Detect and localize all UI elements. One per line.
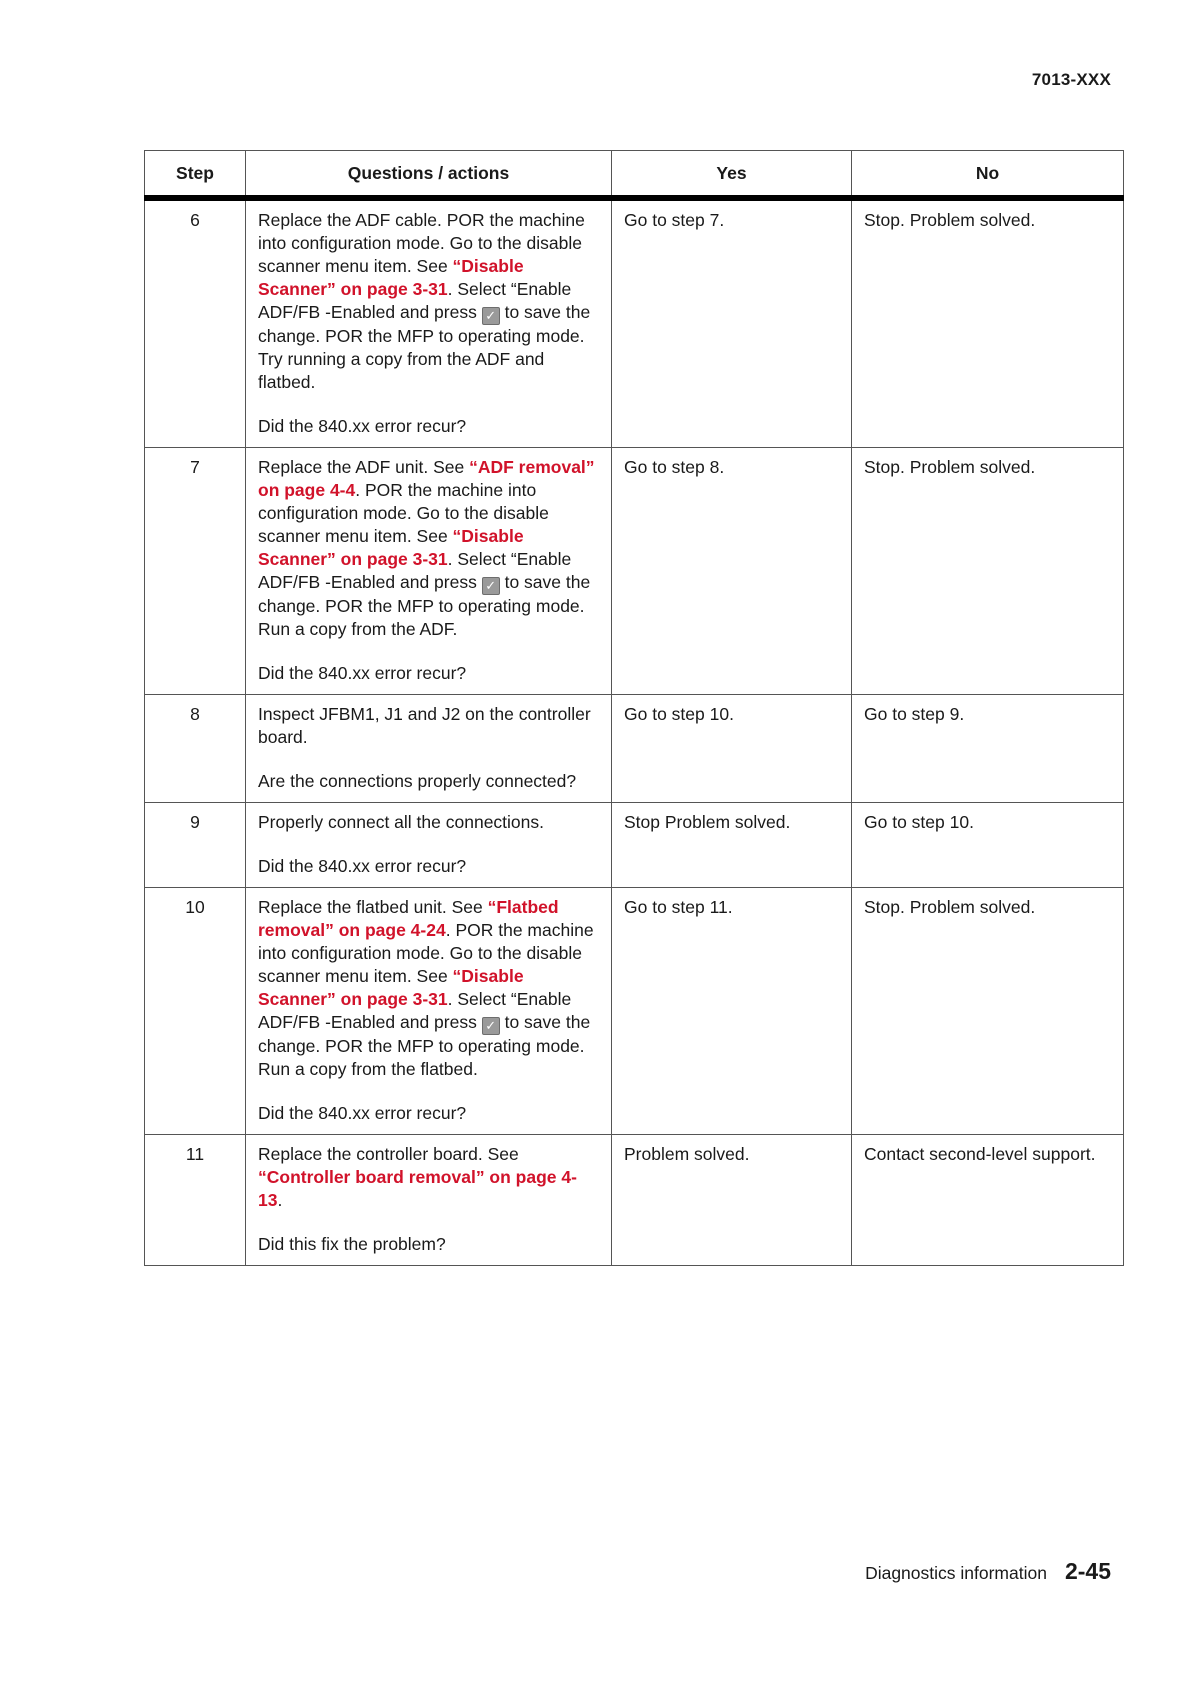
table-row	[145, 198, 1124, 448]
question-paragraph	[258, 855, 599, 878]
question-text: to save the change. POR the MFP to operating mode. Run a copy from the ADF.	[258, 572, 591, 639]
question-paragraph	[258, 662, 599, 685]
yes-action: Problem solved.	[612, 1135, 852, 1266]
step-number: 7	[145, 448, 246, 695]
checkmark-button-icon: ✓	[482, 1017, 500, 1035]
diagnostic-table	[144, 150, 1124, 1266]
cross-reference-link[interactable]: “Disable Scanner” on page 3-31	[258, 966, 524, 1009]
cross-reference-link[interactable]: “Disable Scanner” on page 3-31	[258, 526, 524, 569]
cross-reference-link[interactable]: “ADF removal” on page 4-4	[258, 457, 595, 500]
question-text: Are the connections properly connected?	[258, 771, 577, 791]
question-text: . Select “Enable ADF/FB -Enabled and press	[258, 989, 572, 1032]
question-text: . Select “Enable ADF/FB -Enabled and press	[258, 279, 572, 322]
no-action: Stop. Problem solved.	[852, 448, 1124, 695]
question-text: Did the 840.xx error recur?	[258, 416, 467, 436]
question-cell	[246, 803, 612, 888]
cross-reference-link[interactable]: “Disable Scanner” on page 3-31	[258, 256, 524, 299]
question-cell	[246, 198, 612, 448]
question-text: Properly connect all the connections.	[258, 812, 544, 832]
page-number: 2-45	[1064, 1558, 1111, 1584]
document-code: 7013-XXX	[1031, 70, 1111, 89]
question-paragraph	[258, 456, 599, 641]
question-paragraph	[258, 811, 599, 834]
question-text: Inspect JFBM1, J1 and J2 on the controller board.	[258, 704, 591, 747]
step-number: 9	[145, 803, 246, 888]
step-number: 11	[145, 1135, 246, 1266]
question-text: . POR the machine into configuration mode. Go to the disable scanner menu item. See	[258, 920, 594, 986]
no-action: Contact second-level support.	[852, 1135, 1124, 1266]
column-header-yes: Yes	[612, 151, 852, 199]
question-text: Did the 840.xx error recur?	[258, 1103, 467, 1123]
yes-action: Go to step 10.	[612, 695, 852, 803]
question-text: . Select “Enable ADF/FB -Enabled and press	[258, 549, 572, 592]
question-text: . POR the machine into configuration mode. Go to the disable scanner menu item. See	[258, 480, 549, 546]
yes-action: Stop Problem solved.	[612, 803, 852, 888]
question-paragraph	[258, 1102, 599, 1125]
step-number: 8	[145, 695, 246, 803]
question-text: Did the 840.xx error recur?	[258, 663, 467, 683]
question-text: Replace the ADF cable. POR the machine into configuration mode. Go to the disable scanner menu item. See	[258, 210, 585, 276]
question-text: Replace the controller board. See	[258, 1144, 519, 1164]
column-header-no: No	[852, 151, 1124, 199]
question-paragraph	[258, 896, 599, 1081]
question-text: .	[277, 1190, 283, 1210]
question-text: Did this fix the problem?	[258, 1234, 446, 1254]
table-header-row	[145, 151, 1124, 199]
cross-reference-link[interactable]: “Controller board removal” on page 4-13	[258, 1167, 577, 1210]
table-row	[145, 888, 1124, 1135]
question-text: Replace the ADF unit. See	[258, 457, 470, 477]
question-cell	[246, 888, 612, 1135]
question-paragraph	[258, 209, 599, 394]
no-action: Stop. Problem solved.	[852, 888, 1124, 1135]
question-cell	[246, 448, 612, 695]
table-row	[145, 448, 1124, 695]
question-paragraph	[258, 415, 599, 438]
table-body	[145, 198, 1124, 1266]
yes-action: Go to step 7.	[612, 198, 852, 448]
yes-action: Go to step 11.	[612, 888, 852, 1135]
footer-section-title: Diagnostics information	[865, 1563, 1047, 1583]
step-number: 6	[145, 198, 246, 448]
table-row	[145, 1135, 1124, 1266]
question-cell	[246, 1135, 612, 1266]
table-row	[145, 695, 1124, 803]
checkmark-button-icon: ✓	[482, 577, 500, 595]
question-cell	[246, 695, 612, 803]
question-paragraph	[258, 1143, 599, 1212]
question-paragraph	[258, 1233, 599, 1256]
question-text: to save the change. POR the MFP to operating mode. Run a copy from the flatbed.	[258, 1012, 591, 1079]
step-number: 10	[145, 888, 246, 1135]
page-footer	[865, 1558, 1111, 1585]
no-action: Go to step 9.	[852, 695, 1124, 803]
table-row	[145, 803, 1124, 888]
question-text: Did the 840.xx error recur?	[258, 856, 467, 876]
yes-action: Go to step 8.	[612, 448, 852, 695]
no-action: Stop. Problem solved.	[852, 198, 1124, 448]
checkmark-button-icon: ✓	[482, 307, 500, 325]
cross-reference-link[interactable]: “Flatbed removal” on page 4-24	[258, 897, 559, 940]
question-text: Replace the flatbed unit. See	[258, 897, 488, 917]
question-text: to save the change. POR the MFP to operating mode. Try running a copy from the ADF and flatbed.	[258, 302, 591, 392]
question-paragraph	[258, 703, 599, 749]
no-action: Go to step 10.	[852, 803, 1124, 888]
column-header-step: Step	[145, 151, 246, 199]
column-header-questions: Questions / actions	[246, 151, 612, 199]
question-paragraph	[258, 770, 599, 793]
